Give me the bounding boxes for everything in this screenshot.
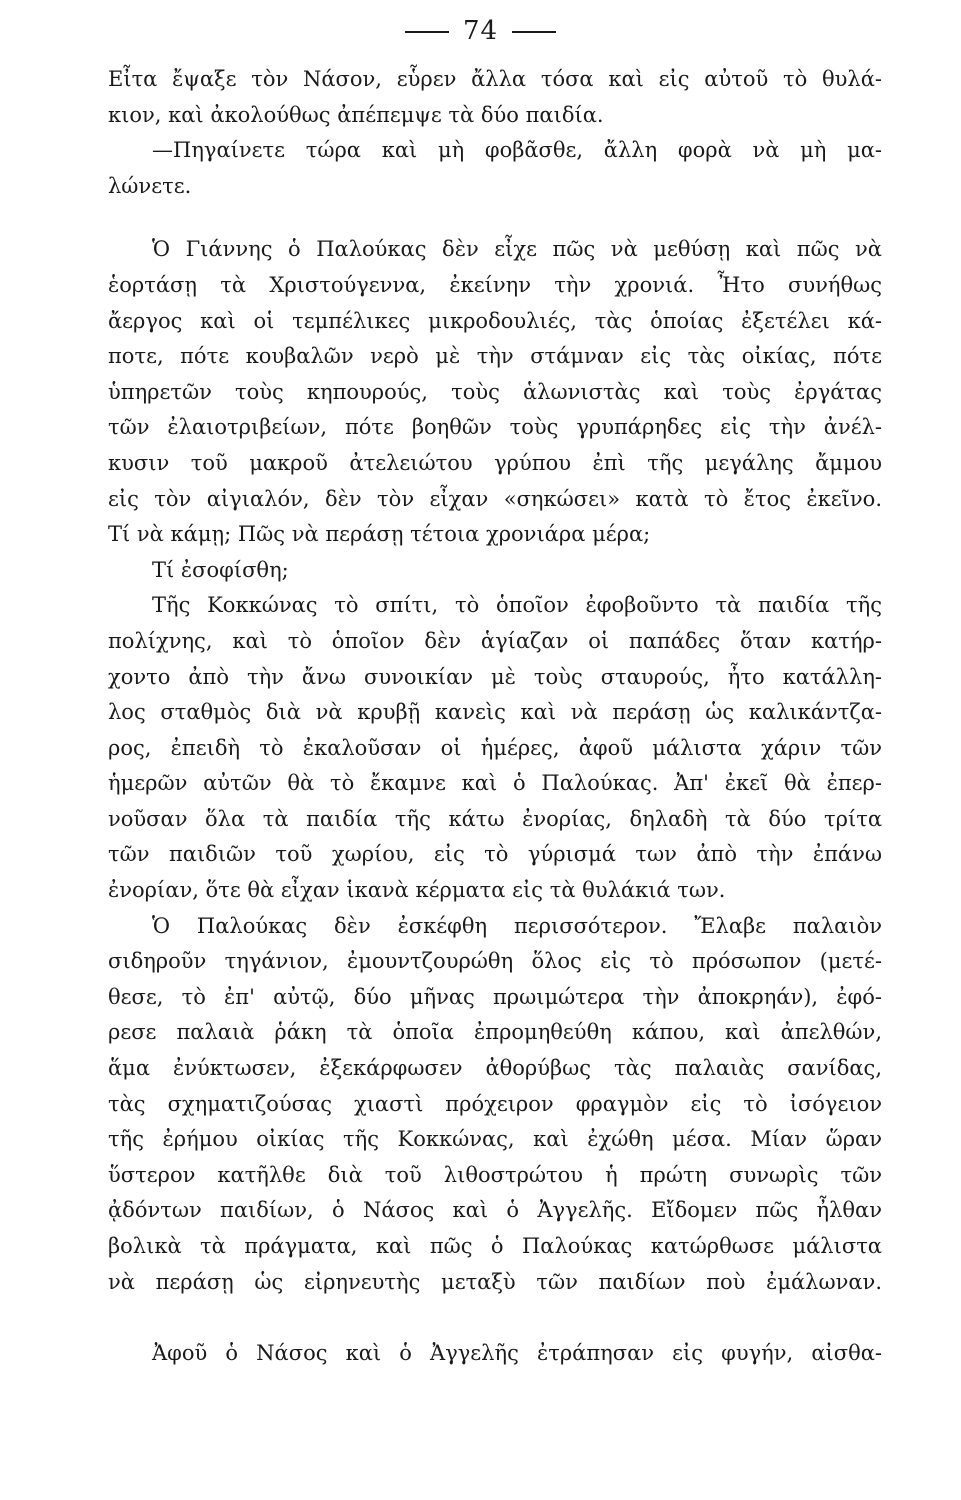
text-line: ἑορτάσῃ τὰ Χριστούγεννα, ἐκείνην τὴν χρονιά. Ἦτο συνήθως <box>108 272 882 297</box>
text-line: Ἀφοῦ ὁ Νάσος καὶ ὁ Ἀγγελῆς ἐτράπησαν εἰς φυγήν, αἰσθα- <box>152 1341 882 1366</box>
paragraph <box>108 588 882 908</box>
text-line: κιον, καὶ ἀκολούθως ἀπέπεμψε τὰ δύο παιδία. <box>108 102 604 127</box>
text-line: Τί ἐσοφίσθη; <box>152 557 289 582</box>
text-line: ἐνορίαν, ὅτε θὰ εἶχαν ἱκανὰ κέρματα εἰς τὰ θυλάκιά των. <box>108 878 726 903</box>
text-line: ρος, ἐπειδὴ τὸ ἐκαλοῦσαν οἱ ἡμέρες, ἀφοῦ μάλιστα χάριν τῶν <box>108 735 882 760</box>
text-line: θεσε, τὸ ἐπ' αὐτῷ, δύο μῆνας πρωιμώτερα τὴν ἀποκρηάν), ἐφό- <box>108 984 882 1009</box>
page-number-value: 74 <box>462 16 499 46</box>
text-line: λώνετε. <box>108 173 192 198</box>
text-line: τῆς ἐρήμου οἰκίας τῆς Κοκκώνας, καὶ ἐχώθη μέσα. Μίαν ὥραν <box>108 1127 882 1152</box>
text-line: νοῦσαν ὅλα τὰ παιδία τῆς κάτω ἐνορίας, δηλαδὴ τὰ δύο τρίτα <box>108 806 882 831</box>
paragraph <box>108 909 882 1301</box>
text-line: Ὁ Παλούκας δὲν ἐσκέφθη περισσότερον. Ἔλαβε παλαιὸν <box>152 913 882 938</box>
text-line: ἄεργος καὶ οἱ τεμπέλικες μικροδουλιές, τὰς ὁποίας ἐξετέλει κά- <box>108 308 882 333</box>
text-line: τῶν ἐλαιοτριβείων, πότε βοηθῶν τοὺς γρυπάρηδες εἰς τὴν ἀνέλ- <box>108 415 882 440</box>
page-number-dash-left <box>405 31 449 33</box>
text-line: Τί νὰ κάμῃ; Πῶς νὰ περάσῃ τέτοια χρονιάρα μέρα; <box>108 522 651 547</box>
paragraph <box>108 62 882 133</box>
text-line: ἡμερῶν αὐτῶν θὰ τὸ ἔκαμνε καὶ ὁ Παλούκας. Ἀπ' ἐκεῖ θὰ ἐπερ- <box>108 771 882 796</box>
text-line: εἰς τὸν αἰγιαλόν, δὲν τὸν εἶχαν «σηκώσει» κατὰ τὸ ἔτος ἐκεῖνο. <box>108 486 882 511</box>
text-line: βολικὰ τὰ πράγματα, καὶ πῶς ὁ Παλούκας κατώρθωσε μάλιστα <box>108 1234 882 1258</box>
paragraph <box>108 133 882 204</box>
page-number <box>0 16 961 46</box>
paragraph <box>108 232 882 552</box>
text-line: ὑπηρετῶν τοὺς κηπουρούς, τοὺς ἁλωνιστὰς καὶ τοὺς ἐργάτας <box>108 379 882 404</box>
text-line: πολίχνης, καὶ τὸ ὁποῖον δὲν ἁγίαζαν οἱ παπάδες ὅταν κατήρ- <box>108 628 882 653</box>
text-line: Τῆς Κοκκώνας τὸ σπίτι, τὸ ὁποῖον ἐφοβοῦντο τὰ παιδία τῆς <box>152 593 882 618</box>
text-line: νὰ περάσῃ ὡς εἰρηνευτὴς μεταξὺ τῶν παιδίων ποὺ ἐμάλωναν. <box>108 1269 882 1294</box>
text-line: ρεσε παλαιὰ ῥάκη τὰ ὁποῖα ἐπρομηθεύθη κάπου, καὶ ἀπελθών, <box>108 1020 882 1045</box>
text-line: σιδηροῦν τηγάνιον, ἐμουντζουρώθη ὅλος εἰς τὸ πρόσωπον (μετέ- <box>108 949 882 974</box>
text-line: Εἶτα ἔψαξε τὸν Νάσον, εὗρεν ἄλλα τόσα καὶ εἰς αὐτοῦ τὸ θυλά- <box>108 67 882 91</box>
text-line: ᾀδόντων παιδίων, ὁ Νάσος καὶ ὁ Ἀγγελῆς. Εἴδομεν πῶς ἦλθαν <box>108 1198 882 1223</box>
text-line: τῶν παιδιῶν τοῦ χωρίου, εἰς τὸ γύρισμά των ἀπὸ τὴν ἐπάνω <box>108 842 882 867</box>
text-line: κυσιν τοῦ μακροῦ ἀτελειώτου γρύπου ἐπὶ τῆς μεγάλης ἄμμου <box>108 450 882 475</box>
text-line: —Πηγαίνετε τώρα καὶ μὴ φοβᾶσθε, ἄλλη φορὰ νὰ μὴ μα- <box>152 138 882 163</box>
text-line: ὕστερον κατῆλθε διὰ τοῦ λιθοστρώτου ἡ πρώτη συνωρὶς τῶν <box>108 1162 882 1187</box>
text-line: ποτε, πότε κουβαλῶν νερὸ μὲ τὴν στάμναν εἰς τὰς οἰκίας, πότε <box>108 344 882 369</box>
text-line: τὰς σχηματιζούσας χιαστὶ πρόχειρον φραγμὸν εἰς τὸ ἰσόγειον <box>108 1091 882 1116</box>
paragraph <box>108 553 882 589</box>
paragraph <box>108 1336 882 1372</box>
body-text <box>108 62 882 1372</box>
page-number-dash-right <box>512 31 556 33</box>
text-line: χοντο ἀπὸ τὴν ἄνω συνοικίαν μὲ τοὺς σταυρούς, ἦτο κατάλλη- <box>108 664 882 689</box>
text-line: Ὁ Γιάννης ὁ Παλούκας δὲν εἶχε πῶς νὰ μεθύσῃ καὶ πῶς νὰ <box>152 237 882 262</box>
text-line: ἅμα ἐνύκτωσεν, ἐξεκάρφωσεν ἀθορύβως τὰς παλαιὰς σανίδας, <box>108 1056 882 1081</box>
text-line: λος σταθμὸς διὰ νὰ κρυβῇ κανεὶς καὶ νὰ περάσῃ ὡς καλικάντζα- <box>108 700 882 725</box>
